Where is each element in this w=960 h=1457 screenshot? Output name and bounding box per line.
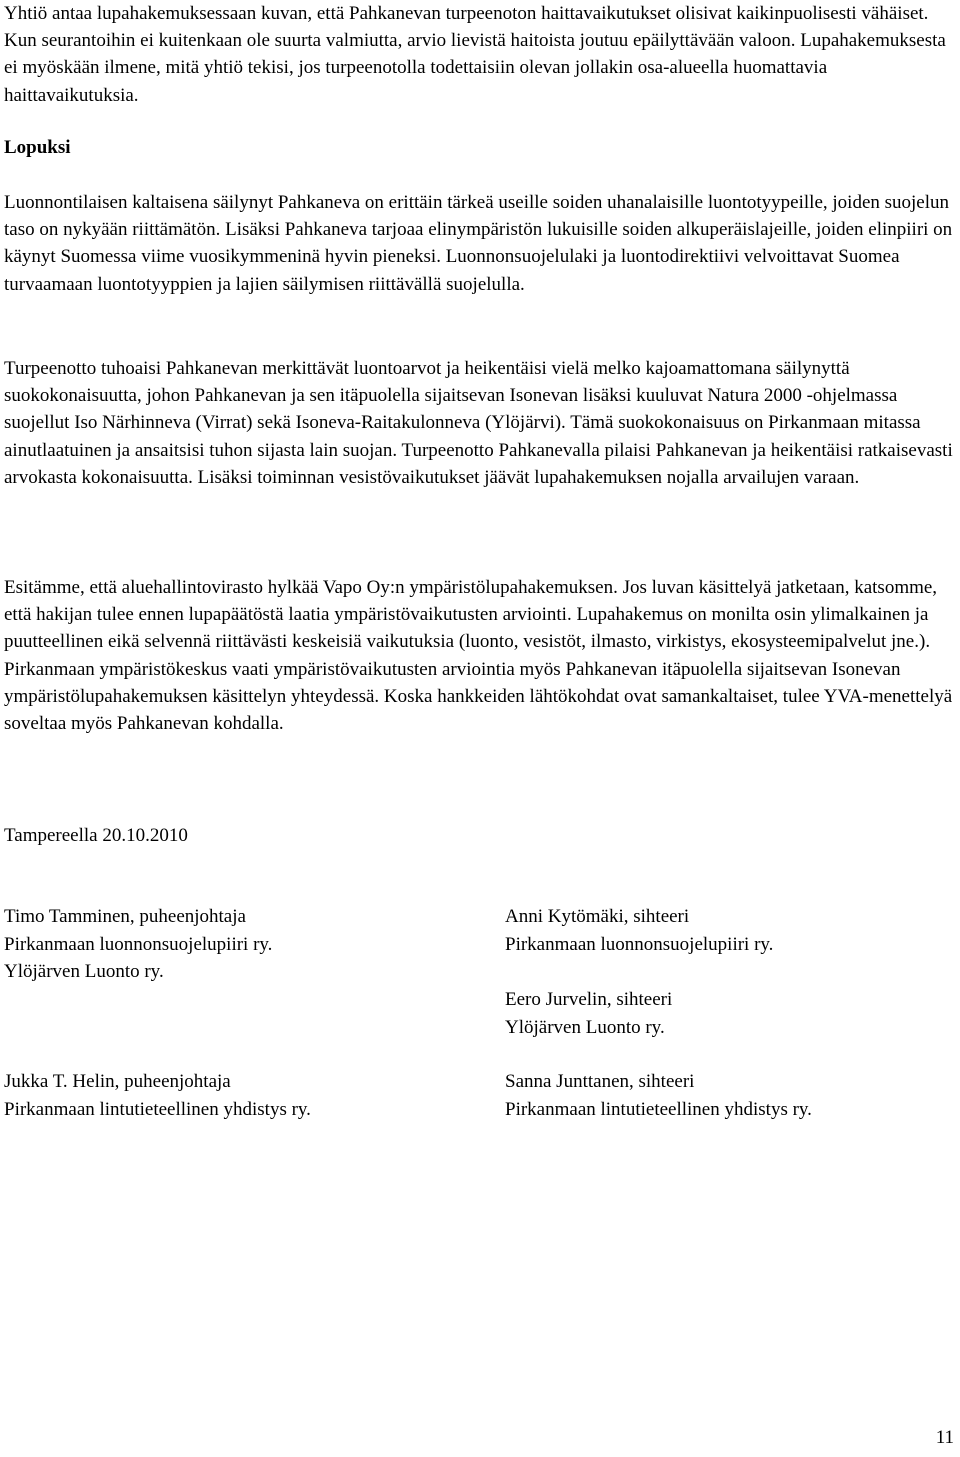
signatory-organization: Pirkanmaan luonnonsuojelupiiri ry. — [4, 933, 273, 955]
place-date: Tampereella 20.10.2010 — [4, 825, 188, 846]
signatory-name: Eero Jurvelin, sihteeri — [505, 989, 673, 1010]
signatory-organization: Ylöjärven Luonto ry. — [4, 961, 164, 982]
paragraph-peat-extraction: Turpeenotto tuhoaisi Pahkanevan merkittävät luontoarvot ja heikentäisi vielä melko kajoamattomana säilynyttä suokokonaisuutta, johon Pahkanevan ja sen itäpuolella sijaitsevan Isonevan lisäksi kuuluvat Natura 2000 -ohjelmassa suojellut Iso Närhinneva (Virrat) sekä Isoneva-Raitakulonneva (Ylöjärvi). Tämä suokokonaisuus on Pirkanmaan mitassa ainutlaatuinen ja ansaitsisi tuhon sijasta lain suojan. Turpeenotto Pahkanevalla pilaisi Pahkanevan ja heikentäisi ratkaisevasti arvokasta kokonaisuutta. Lisäksi toiminnan vesistövaikutukset jäävät lupahakemuksen nojalla arvailujen varaan. — [4, 358, 953, 488]
section-heading: Lopuksi — [4, 137, 71, 158]
signatory-name: Sanna Junttanen, sihteeri — [505, 1071, 695, 1092]
signature-block-right-bottom — [505, 1068, 955, 1123]
signature-block-left-top — [4, 903, 484, 986]
page-number: 11 — [935, 1427, 954, 1448]
signature-block-right-middle — [505, 986, 955, 1041]
signature-block-left-bottom — [4, 1068, 484, 1123]
signatory-name: Jukka T. Helin, puheenjohtaja — [4, 1071, 231, 1092]
signatory-organization: Ylöjärven Luonto ry. — [505, 1016, 665, 1038]
signatory-organization: Pirkanmaan luonnonsuojelupiiri ry. — [505, 933, 774, 955]
paragraph-request: Esitämme, että aluehallintovirasto hylkää Vapo Oy:n ympäristölupahakemuksen. Jos luvan käsittelyä jatketaan, katsomme, että hakijan tulee ennen lupapäätöstä laatia ympäristövaikutusten arviointi. Lupahakemus on monilta osin ylimalkainen ja puutteellinen eikä selvennä riittävästi keskeisiä vaikutuksia (luonto, vesistöt, ilmasto, virkistys, ekosysteemipalvelut jne.). Pirkanmaan ympäristökeskus vaati ympäristövaikutusten arviointia myös Pahkanevan itäpuolella sijaitsevan Isonevan ympäristölupahakemuksen käsittelyn yhteydessä. Koska hankkeiden lähtökohdat ovat samankaltaiset, tulee YVA-menettelyä soveltaa myös Pahkanevan kohdalla. — [4, 577, 953, 735]
intro-paragraph: Yhtiö antaa lupahakemuksessaan kuvan, että Pahkanevan turpeenoton haittavaikutukset olisivat kaikinpuolisesti vähäiset. Kun seurantoihin ei kuitenkaan ole suurta valmiutta, arvio lievistä haitoista joutuu epäilyttävään valoon. Lupahakemuksesta ei myöskään ilmene, mitä yhtiö tekisi, jos turpeenotolla todettaisiin olevan jollakin osa-alueella huomattavia haittavaikutuksia. — [4, 3, 946, 106]
paragraph-habitat: Luonnontilaisen kaltaisena säilynyt Pahkaneva on erittäin tärkeä useille soiden uhanalaisille luontotyypeille, joiden suojelun taso on nykyään riittämätön. Lisäksi Pahkaneva tarjoaa elinympäristön lukuisille soiden alkuperäislajeille, joiden elinpiiri on käynyt Suomessa viime vuosikymmeninä hyvin pieneksi. Luonnonsuojelulaki ja luontodirektiivi velvoittavat Suomea turvaamaan luontotyyppien ja lajien säilymisen riittävällä suojelulla. — [4, 192, 953, 295]
signatory-organization: Pirkanmaan lintutieteellinen yhdistys ry. — [4, 1098, 311, 1120]
signatory-name: Anni Kytömäki, sihteeri — [505, 906, 690, 927]
signature-block-right-top — [505, 903, 955, 958]
signatory-name: Timo Tamminen, puheenjohtaja — [4, 906, 246, 927]
signatory-organization: Pirkanmaan lintutieteellinen yhdistys ry. — [505, 1098, 812, 1120]
